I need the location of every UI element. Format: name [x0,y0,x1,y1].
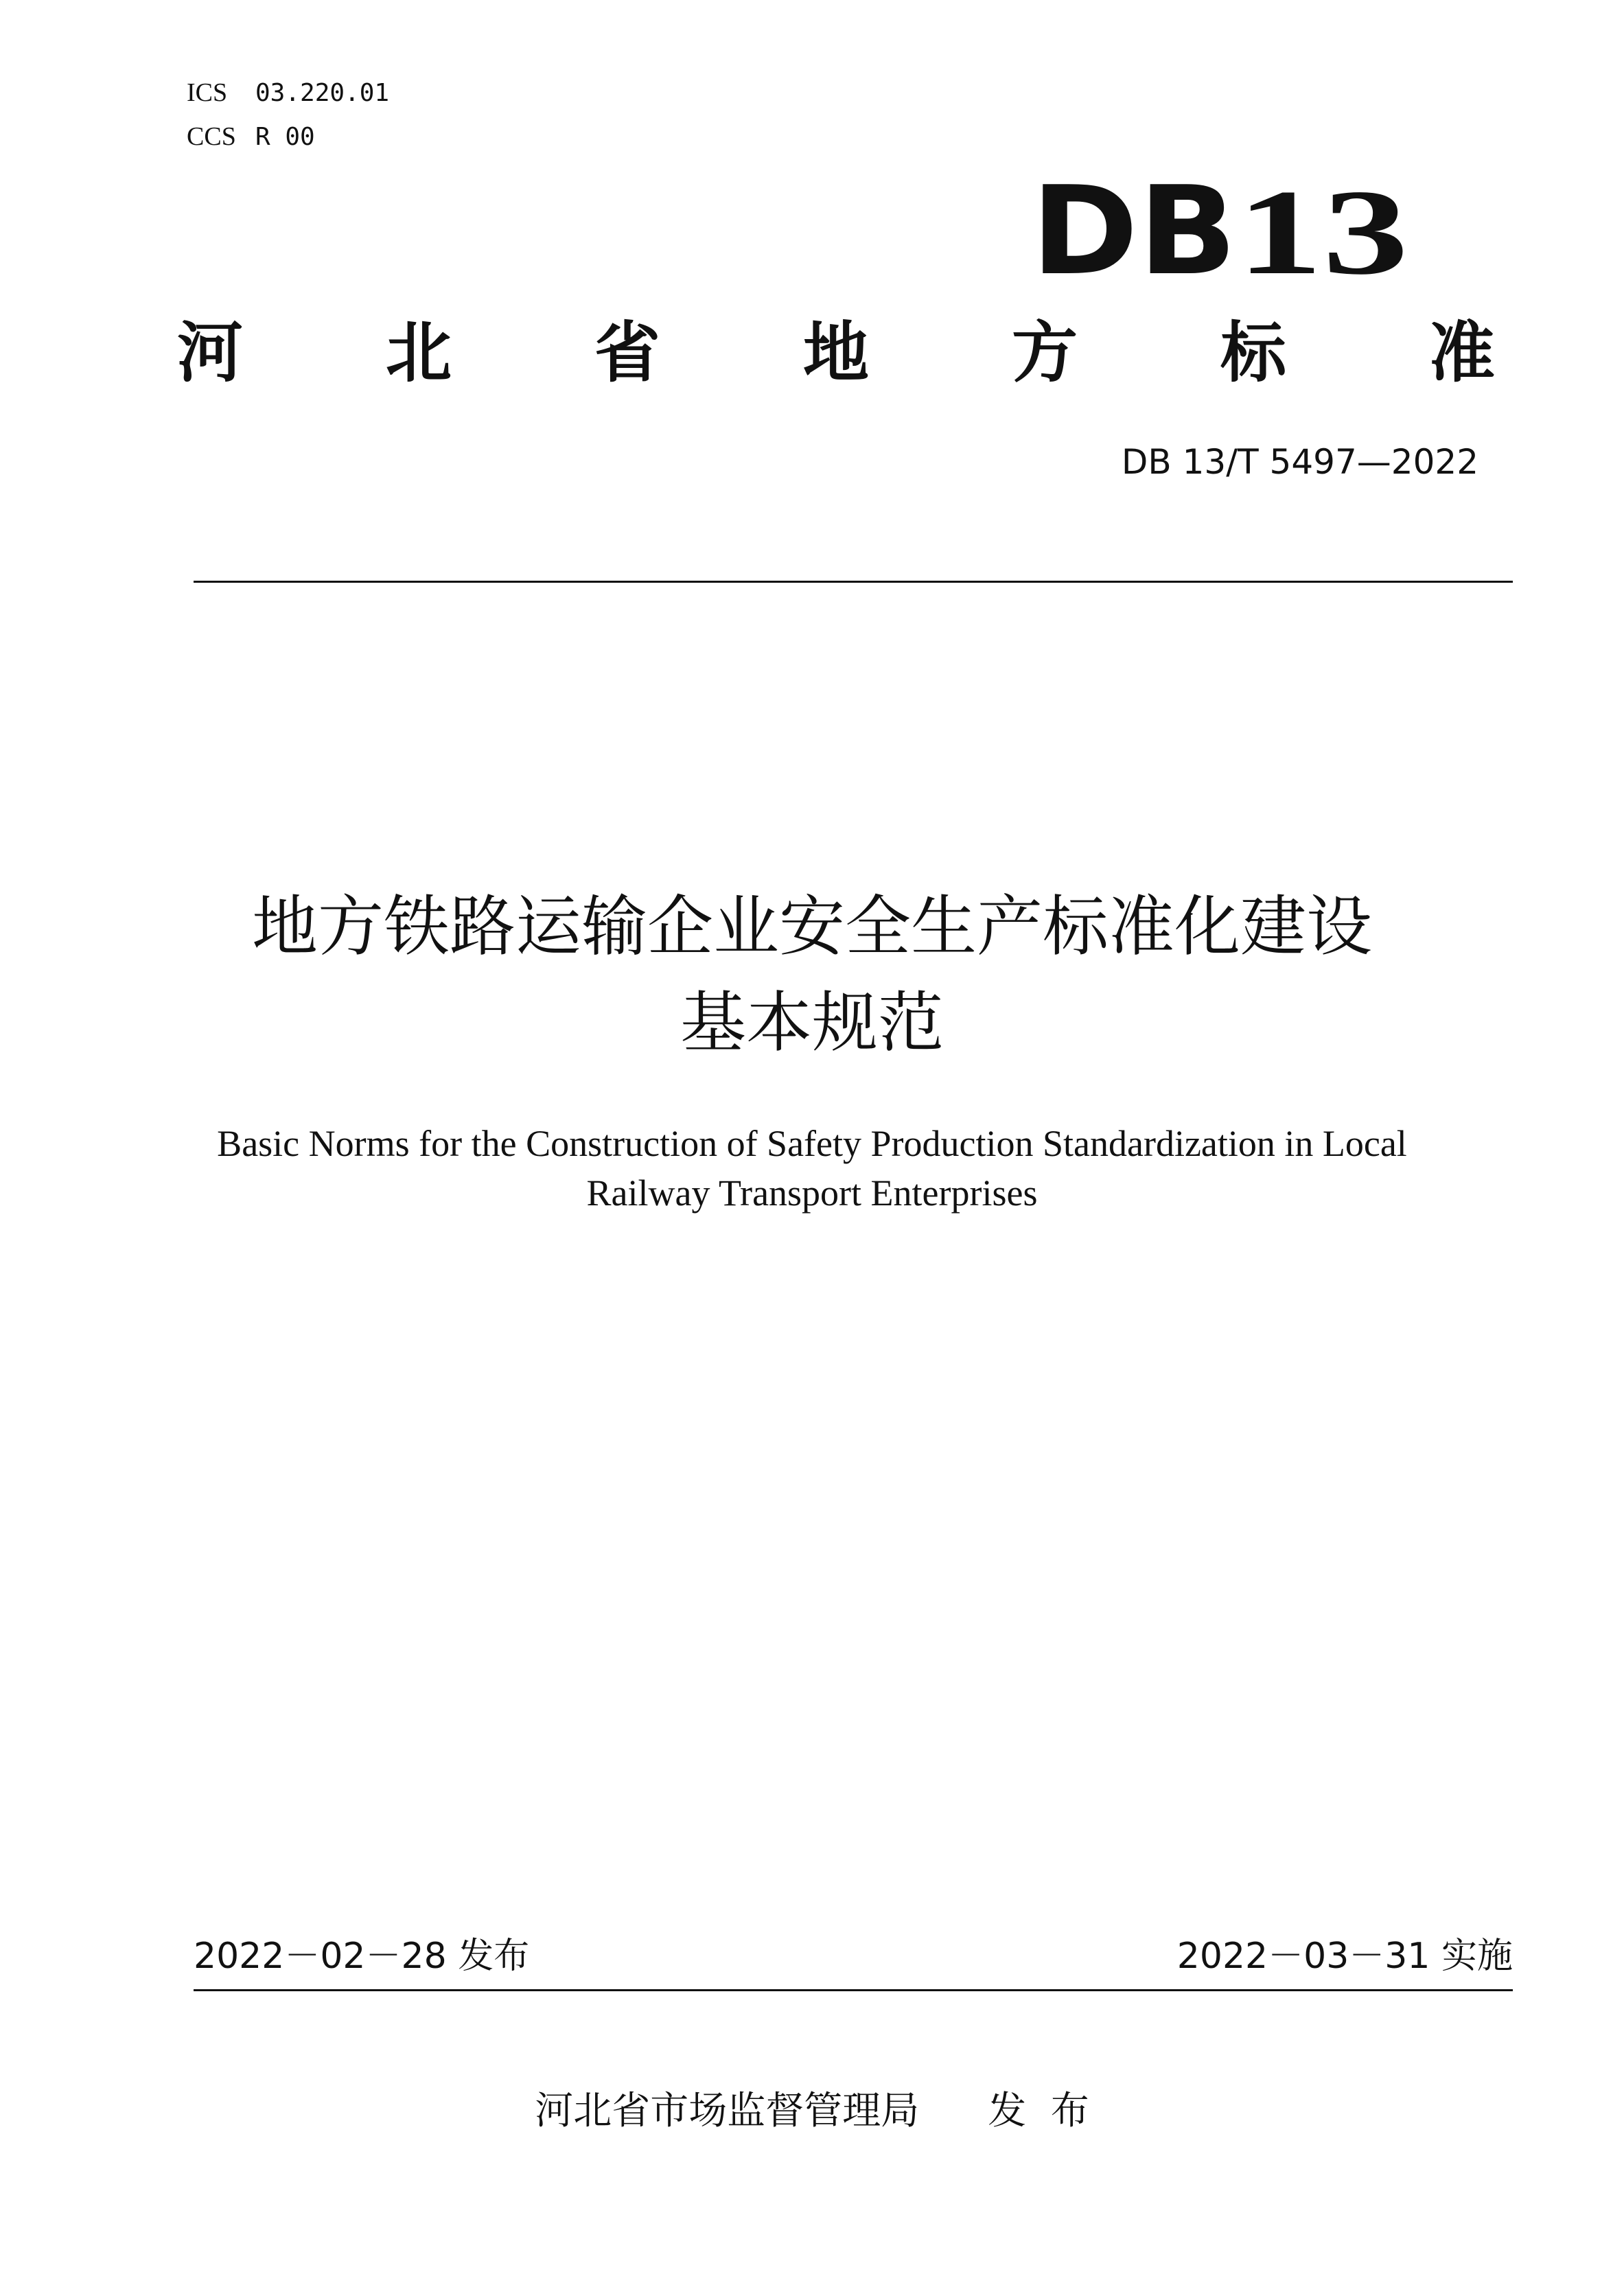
en-title-line-2: Railway Transport Enterprises [586,1172,1038,1214]
svg-text:DB: DB [1031,177,1237,287]
ccs-label: CCS [187,122,236,151]
db13-logo [1031,177,1415,287]
cn-title-line-2: 基本规范 [680,984,944,1061]
footer-divider [194,1989,1513,1991]
title-char: 省 [594,314,660,391]
issuer-org: 河北省市场监督管理局 [535,2089,920,2133]
standard-type-title [177,314,1495,391]
title-char: 地 [803,314,869,391]
header-divider [194,581,1513,583]
implement-date: 2022－03－31 实施 [1176,1936,1513,1977]
title-char: 准 [1429,314,1495,391]
ccs-value: R 00 [255,123,315,151]
ics-value: 03.220.01 [255,79,390,107]
en-title-line-1: Basic Norms for the Construction of Safety Production Standardization in Local [217,1123,1407,1164]
standard-number: DB 13/T 5497—2022 [1121,442,1478,482]
title-char: 标 [1220,314,1286,391]
svg-text:13: 13 [1237,177,1408,287]
title-char: 河 [177,314,243,391]
ccs-code [187,124,315,150]
issuer-action: 发 布 [988,2089,1089,2133]
issuer-line [0,2089,1624,2133]
title-char: 方 [1012,314,1078,391]
cn-title-line-1: 地方铁路运输企业安全生产标准化建设 [252,888,1372,965]
ics-code [187,80,389,106]
ics-label: ICS [187,78,228,107]
title-char: 北 [386,314,452,391]
publish-date: 2022－02－28 发布 [194,1936,530,1977]
